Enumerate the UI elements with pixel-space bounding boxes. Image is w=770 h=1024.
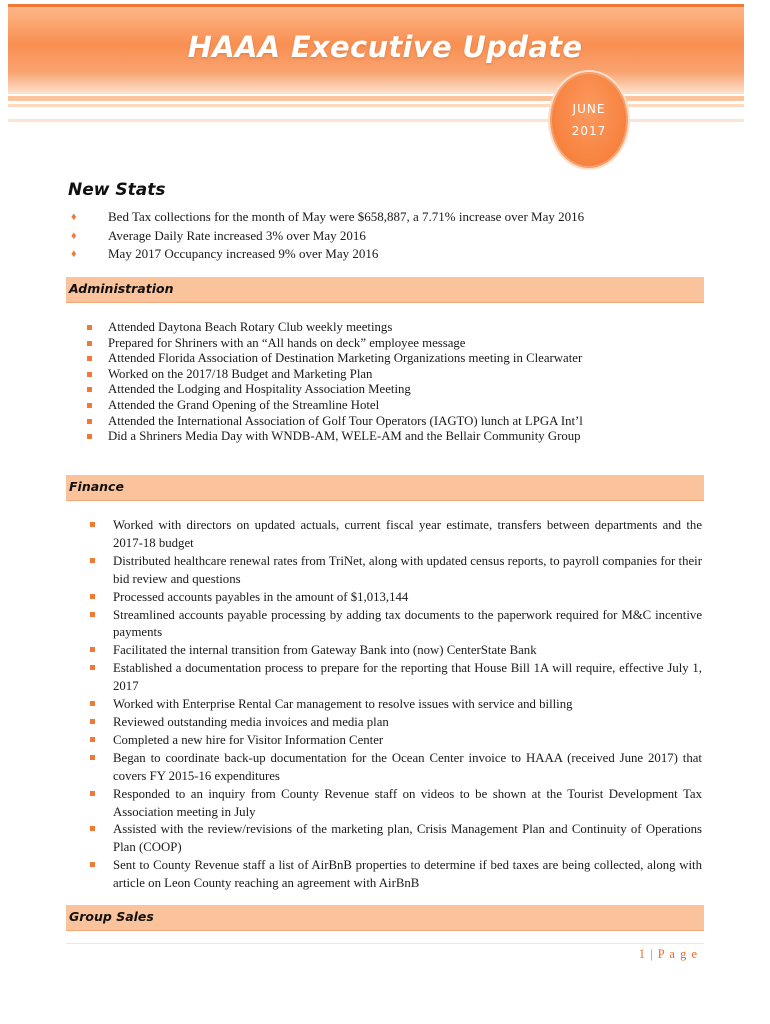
list-item-text: Did a Shriners Media Day with WNDB-AM, WELE-AM and the Bellair Community Group: [108, 429, 581, 444]
square-bullet-icon: [90, 719, 95, 724]
diamond-bullet-icon: ♦: [71, 248, 77, 260]
list-item-text: Bed Tax collections for the month of May were $658,887, a 7.71% increase over May 2016: [108, 209, 585, 224]
list-item-text: Attended Daytona Beach Rotary Club weekly meetings: [108, 320, 393, 334]
square-bullet-icon: [87, 387, 92, 392]
list-item: [68, 320, 708, 336]
list-item-text: Completed a new hire for Visitor Information Center: [113, 732, 384, 747]
finance-list: [68, 517, 702, 893]
document-title: HAAA Executive Update: [187, 30, 583, 64]
list-item-text: Sent to County Revenue staff a list of AirBnB properties to determine if bed taxes are being collected, along with article on Leon County reaching an agreement with AirBnB: [113, 858, 702, 891]
square-bullet-icon: [90, 522, 95, 527]
square-bullet-icon: [87, 356, 92, 361]
list-item-text: May 2017 Occupancy increased 9% over May 2016: [108, 246, 379, 261]
list-item-text: Average Daily Rate increased 3% over May 2016: [108, 227, 366, 243]
square-bullet-icon: [87, 372, 92, 377]
list-item-text: Worked with Enterprise Rental Car management to resolve issues with service and billing: [113, 697, 573, 712]
list-item: [68, 245, 708, 264]
list-item-text: Attended the Lodging and Hospitality Association Meeting: [108, 382, 411, 397]
list-item-text: Reviewed outstanding media invoices and media plan: [113, 714, 389, 729]
date-year: 2017: [571, 124, 607, 138]
list-item: [68, 714, 702, 732]
square-bullet-icon: [90, 791, 95, 796]
list-item: [68, 786, 702, 822]
list-item: [68, 414, 708, 430]
date-month: JUNE: [572, 102, 606, 116]
square-bullet-icon: [87, 341, 92, 346]
list-item: [68, 351, 708, 367]
list-item-text: Worked with directors on updated actuals, current fiscal year estimate, transfers between departments and the 2017-18 budget: [113, 518, 702, 550]
list-item-text: Attended Florida Association of Destination Marketing Organizations meeting in Clearwater: [108, 351, 583, 366]
header-rule: [8, 104, 744, 107]
new-stats-list: [68, 208, 708, 264]
square-bullet-icon: [87, 419, 92, 424]
list-item-text: Facilitated the internal transition from Gateway Bank into (now) CenterState Bank: [113, 643, 537, 658]
administration-list: [68, 320, 708, 445]
square-bullet-icon: [90, 558, 95, 563]
header-rule: [8, 119, 744, 122]
administration-section-bar: [66, 277, 704, 303]
list-item-text: Began to coordinate back-up documentation for the Ocean Center invoice to HAAA (received June 2017) that covers FY 2015-16 expenditures: [113, 750, 702, 783]
list-item: [68, 750, 702, 786]
square-bullet-icon: [87, 403, 92, 408]
list-item-text: Distributed healthcare renewal rates from TriNet, along with updated census reports, to payroll companies for their bid review and questions: [113, 553, 702, 586]
list-item-text: Attended the International Association of Golf Tour Operators (IAGTO) lunch at LPGA Int’l: [108, 413, 583, 428]
list-item: [68, 589, 702, 607]
list-item-text: Streamlined accounts payable processing by adding tax documents to the paperwork required for M&C incentive payments: [113, 607, 702, 640]
group-sales-section-bar: [66, 905, 704, 931]
list-item: [68, 660, 702, 696]
square-bullet-icon: [90, 826, 95, 831]
square-bullet-icon: [90, 612, 95, 617]
header-rule: [8, 96, 744, 101]
list-item: [68, 208, 708, 227]
finance-heading: Finance: [69, 479, 124, 494]
administration-heading: Administration: [69, 281, 174, 296]
list-item: [68, 857, 702, 893]
square-bullet-icon: [90, 594, 95, 599]
list-item-text: Processed accounts payables in the amount of $1,013,144: [113, 589, 409, 604]
list-item-text: Attended the Grand Opening of the Streamline Hotel: [108, 397, 380, 412]
finance-section-bar: [66, 475, 704, 501]
list-item: [68, 429, 708, 445]
square-bullet-icon: [90, 701, 95, 706]
diamond-bullet-icon: ♦: [71, 229, 77, 242]
list-item: [68, 607, 702, 643]
list-item: [68, 517, 702, 553]
square-bullet-icon: [90, 647, 95, 652]
list-item: [68, 227, 708, 246]
list-item: [68, 821, 702, 857]
square-bullet-icon: [87, 325, 92, 330]
list-item: [68, 553, 702, 589]
square-bullet-icon: [90, 665, 95, 670]
list-item: [68, 382, 708, 398]
header-top-rule: [8, 4, 744, 7]
square-bullet-icon: [87, 434, 92, 439]
list-item: [68, 398, 708, 414]
square-bullet-icon: [90, 862, 95, 867]
list-item-text: Responded to an inquiry from County Revenue staff on videos to be shown at the Tourist Development Tax Association meeting in July: [113, 786, 702, 819]
list-item-text: Assisted with the review/revisions of the marketing plan, Crisis Management Plan and Continuity of Operations Plan (COOP): [113, 822, 702, 855]
footer-rule: [66, 943, 704, 944]
square-bullet-icon: [90, 755, 95, 760]
list-item: [68, 367, 708, 383]
list-item-text: Established a documentation process to prepare for the reporting that House Bill 1A will require, effective July 1, 2017: [113, 661, 702, 694]
list-item: [68, 642, 702, 660]
date-badge: [550, 72, 628, 168]
square-bullet-icon: [90, 737, 95, 742]
diamond-bullet-icon: ♦: [71, 211, 77, 223]
list-item: [68, 732, 702, 750]
group-sales-heading: Group Sales: [69, 909, 154, 924]
page-number: 1 | P a g e: [638, 947, 698, 961]
new-stats-heading: New Stats: [68, 180, 166, 200]
list-item-text: Worked on the 2017/18 Budget and Marketing Plan: [108, 366, 373, 381]
list-item: [68, 696, 702, 714]
list-item: [68, 336, 708, 352]
list-item-text: Prepared for Shriners with an “All hands on deck” employee message: [108, 335, 466, 350]
